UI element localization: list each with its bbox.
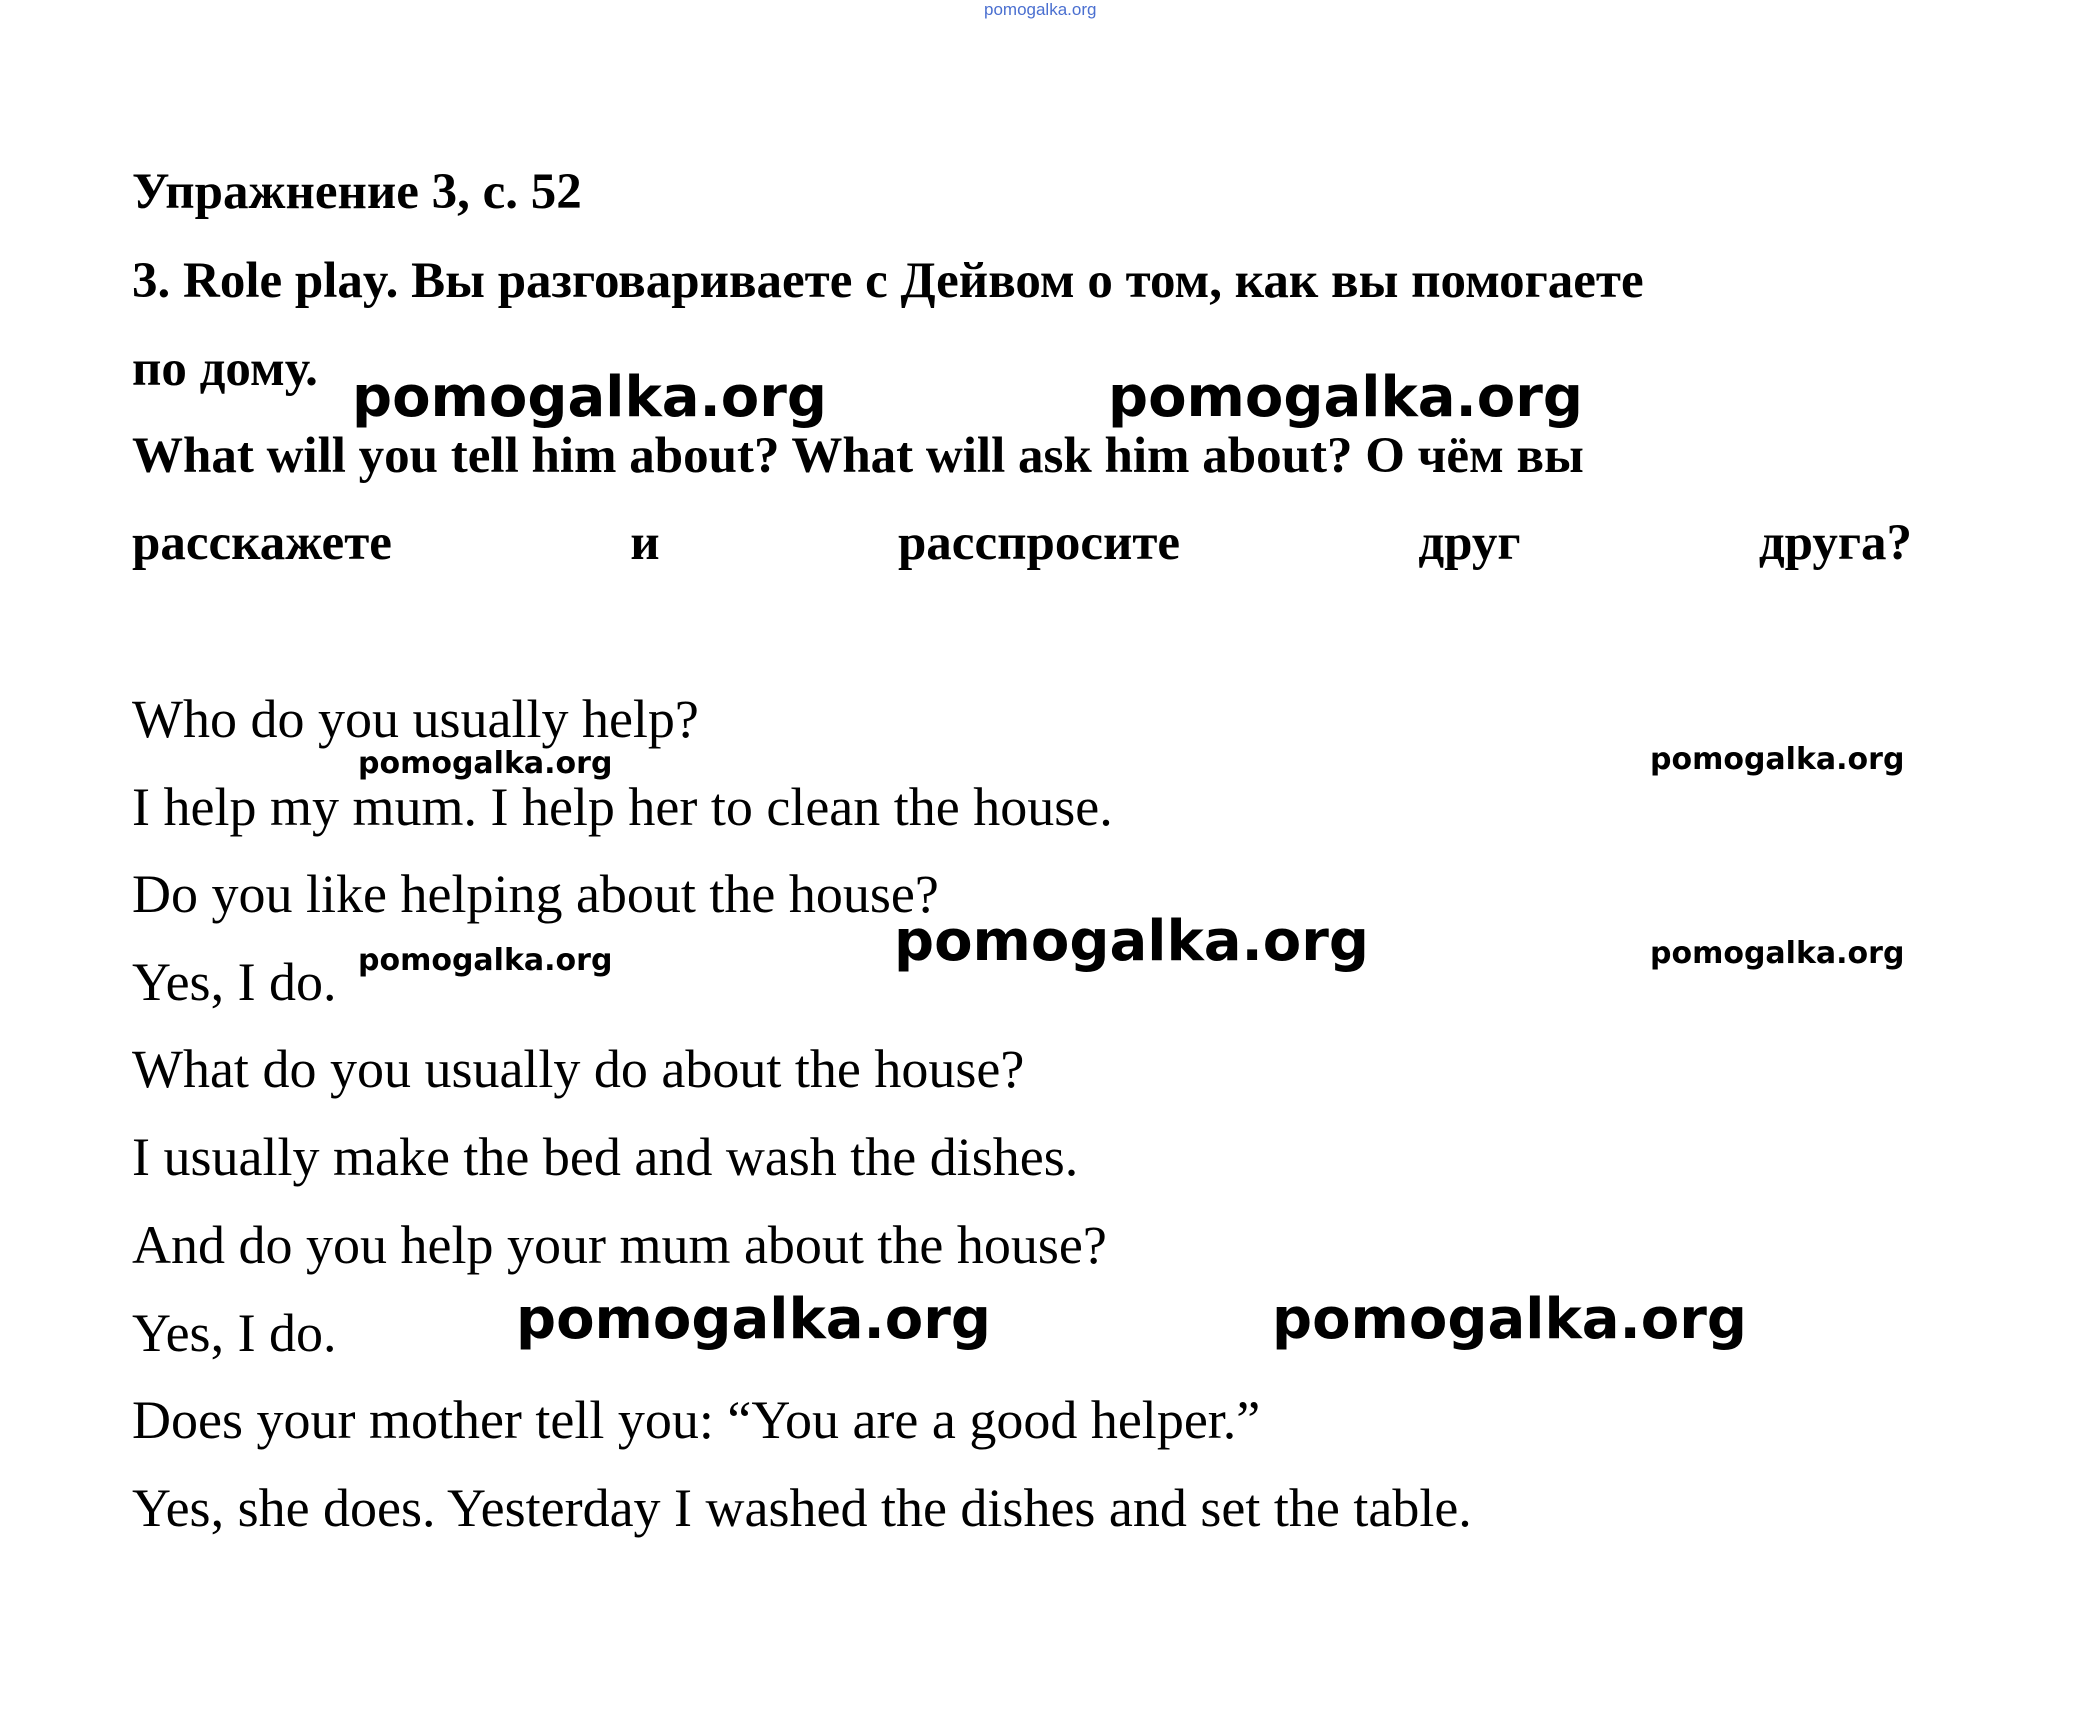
watermark: pomogalka.org [358, 746, 613, 781]
watermark: pomogalka.org [894, 909, 1369, 974]
exercise-title: Упражнение 3, с. 52 [132, 164, 582, 220]
watermark: pomogalka.org [358, 943, 613, 978]
watermark: pomogalka.org [1272, 1287, 1747, 1352]
question-line-1: What will you tell him about? What will ask him about? О чём вы [132, 428, 1584, 484]
question-word: и [630, 515, 660, 571]
dialogue-line: Yes, I do. [132, 1303, 337, 1363]
dialogue-line: I help my mum. I help her to clean the house. [132, 777, 1113, 837]
dialogue-line: Yes, she does. Yesterday I washed the dishes and set the table. [132, 1478, 1472, 1538]
dialogue-line: I usually make the bed and wash the dishes. [132, 1127, 1079, 1187]
dialogue-line: What do you usually do about the house? [132, 1039, 1025, 1099]
question-word: друга? [1758, 515, 1912, 571]
watermark: pomogalka.org [1650, 742, 1905, 777]
task-line-2: по дому. [132, 341, 318, 397]
question-word: друг [1418, 515, 1521, 571]
dialogue-line: Who do you usually help? [132, 689, 699, 749]
watermark: pomogalka.org [1650, 936, 1905, 971]
dialogue-line: Yes, I do. [132, 952, 337, 1012]
watermark: pomogalka.org [352, 365, 827, 430]
task-line-1: 3. Role play. Вы разговариваете с Дейвом о том, как вы помогаете [132, 253, 1644, 309]
question-word: расскажете [132, 515, 392, 571]
watermark: pomogalka.org [1108, 365, 1583, 430]
site-watermark-top: pomogalka.org [984, 0, 1097, 19]
dialogue-line: Do you like helping about the house? [132, 864, 939, 924]
question-line-2 [132, 514, 1912, 572]
question-word: расспросите [897, 515, 1181, 571]
dialogue-line: And do you help your mum about the house? [132, 1215, 1107, 1275]
watermark: pomogalka.org [516, 1287, 991, 1352]
dialogue-line: Does your mother tell you: “You are a good helper.” [132, 1390, 1261, 1450]
